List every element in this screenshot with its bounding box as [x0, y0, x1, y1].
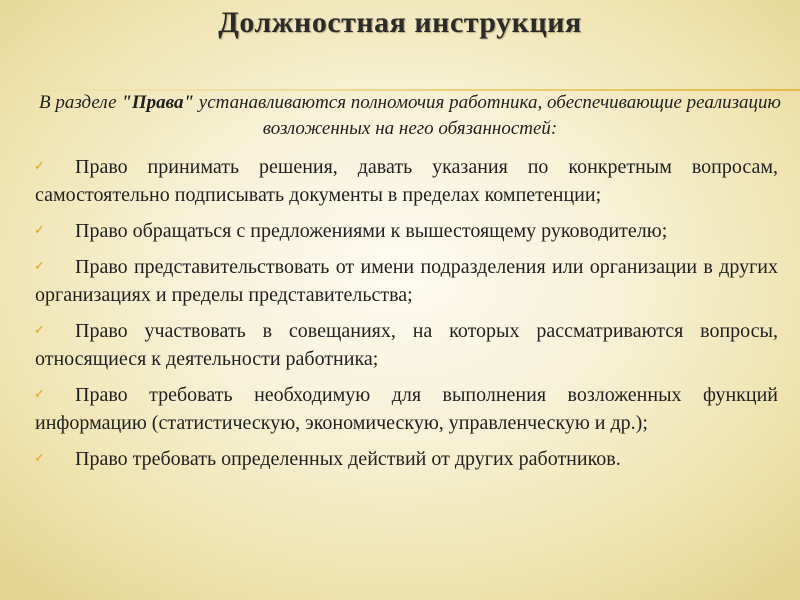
checkmark-icon: ✓ — [34, 451, 45, 466]
list-item — [35, 217, 778, 245]
list-item — [35, 253, 778, 309]
checkmark-icon: ✓ — [34, 387, 45, 402]
slide-title: Должностная инструкция — [218, 6, 582, 39]
list-item — [35, 317, 778, 373]
checkmark-icon: ✓ — [34, 159, 45, 174]
list-item-text: Право обращаться с предложениями к вышестоящему руководителю; — [75, 220, 668, 242]
list-item — [35, 381, 778, 437]
intro-paragraph — [20, 90, 800, 142]
intro-suffix: устанавливаются полномочия работника, обеспечивающие реализацию возложенных на него обязанностей: — [194, 92, 781, 139]
list-item-text: Право представительствовать от имени подразделения или организации в других организациях и пределы представительства; — [35, 256, 778, 306]
list-item-text: Право участвовать в совещаниях, на которых рассматриваются вопросы, относящиеся к деятельности работника; — [35, 320, 778, 370]
list-item-text: Право требовать необходимую для выполнения возложенных функций информацию (статистическую, экономическую, управленческую и др.); — [35, 384, 778, 434]
list-item-text: Право принимать решения, давать указания по конкретным вопросам, самостоятельно подписывать документы в пределах компетенции; — [35, 156, 778, 206]
list-item — [35, 153, 778, 209]
list-item-text: Право требовать определенных действий от других работников. — [75, 448, 621, 470]
list-item — [35, 445, 778, 473]
checkmark-icon: ✓ — [34, 259, 45, 274]
intro-emphasis: "Права" — [121, 92, 195, 113]
intro-prefix: В разделе — [39, 92, 122, 113]
checkmark-icon: ✓ — [34, 323, 45, 338]
rights-list — [35, 153, 778, 481]
checkmark-icon: ✓ — [34, 223, 45, 238]
